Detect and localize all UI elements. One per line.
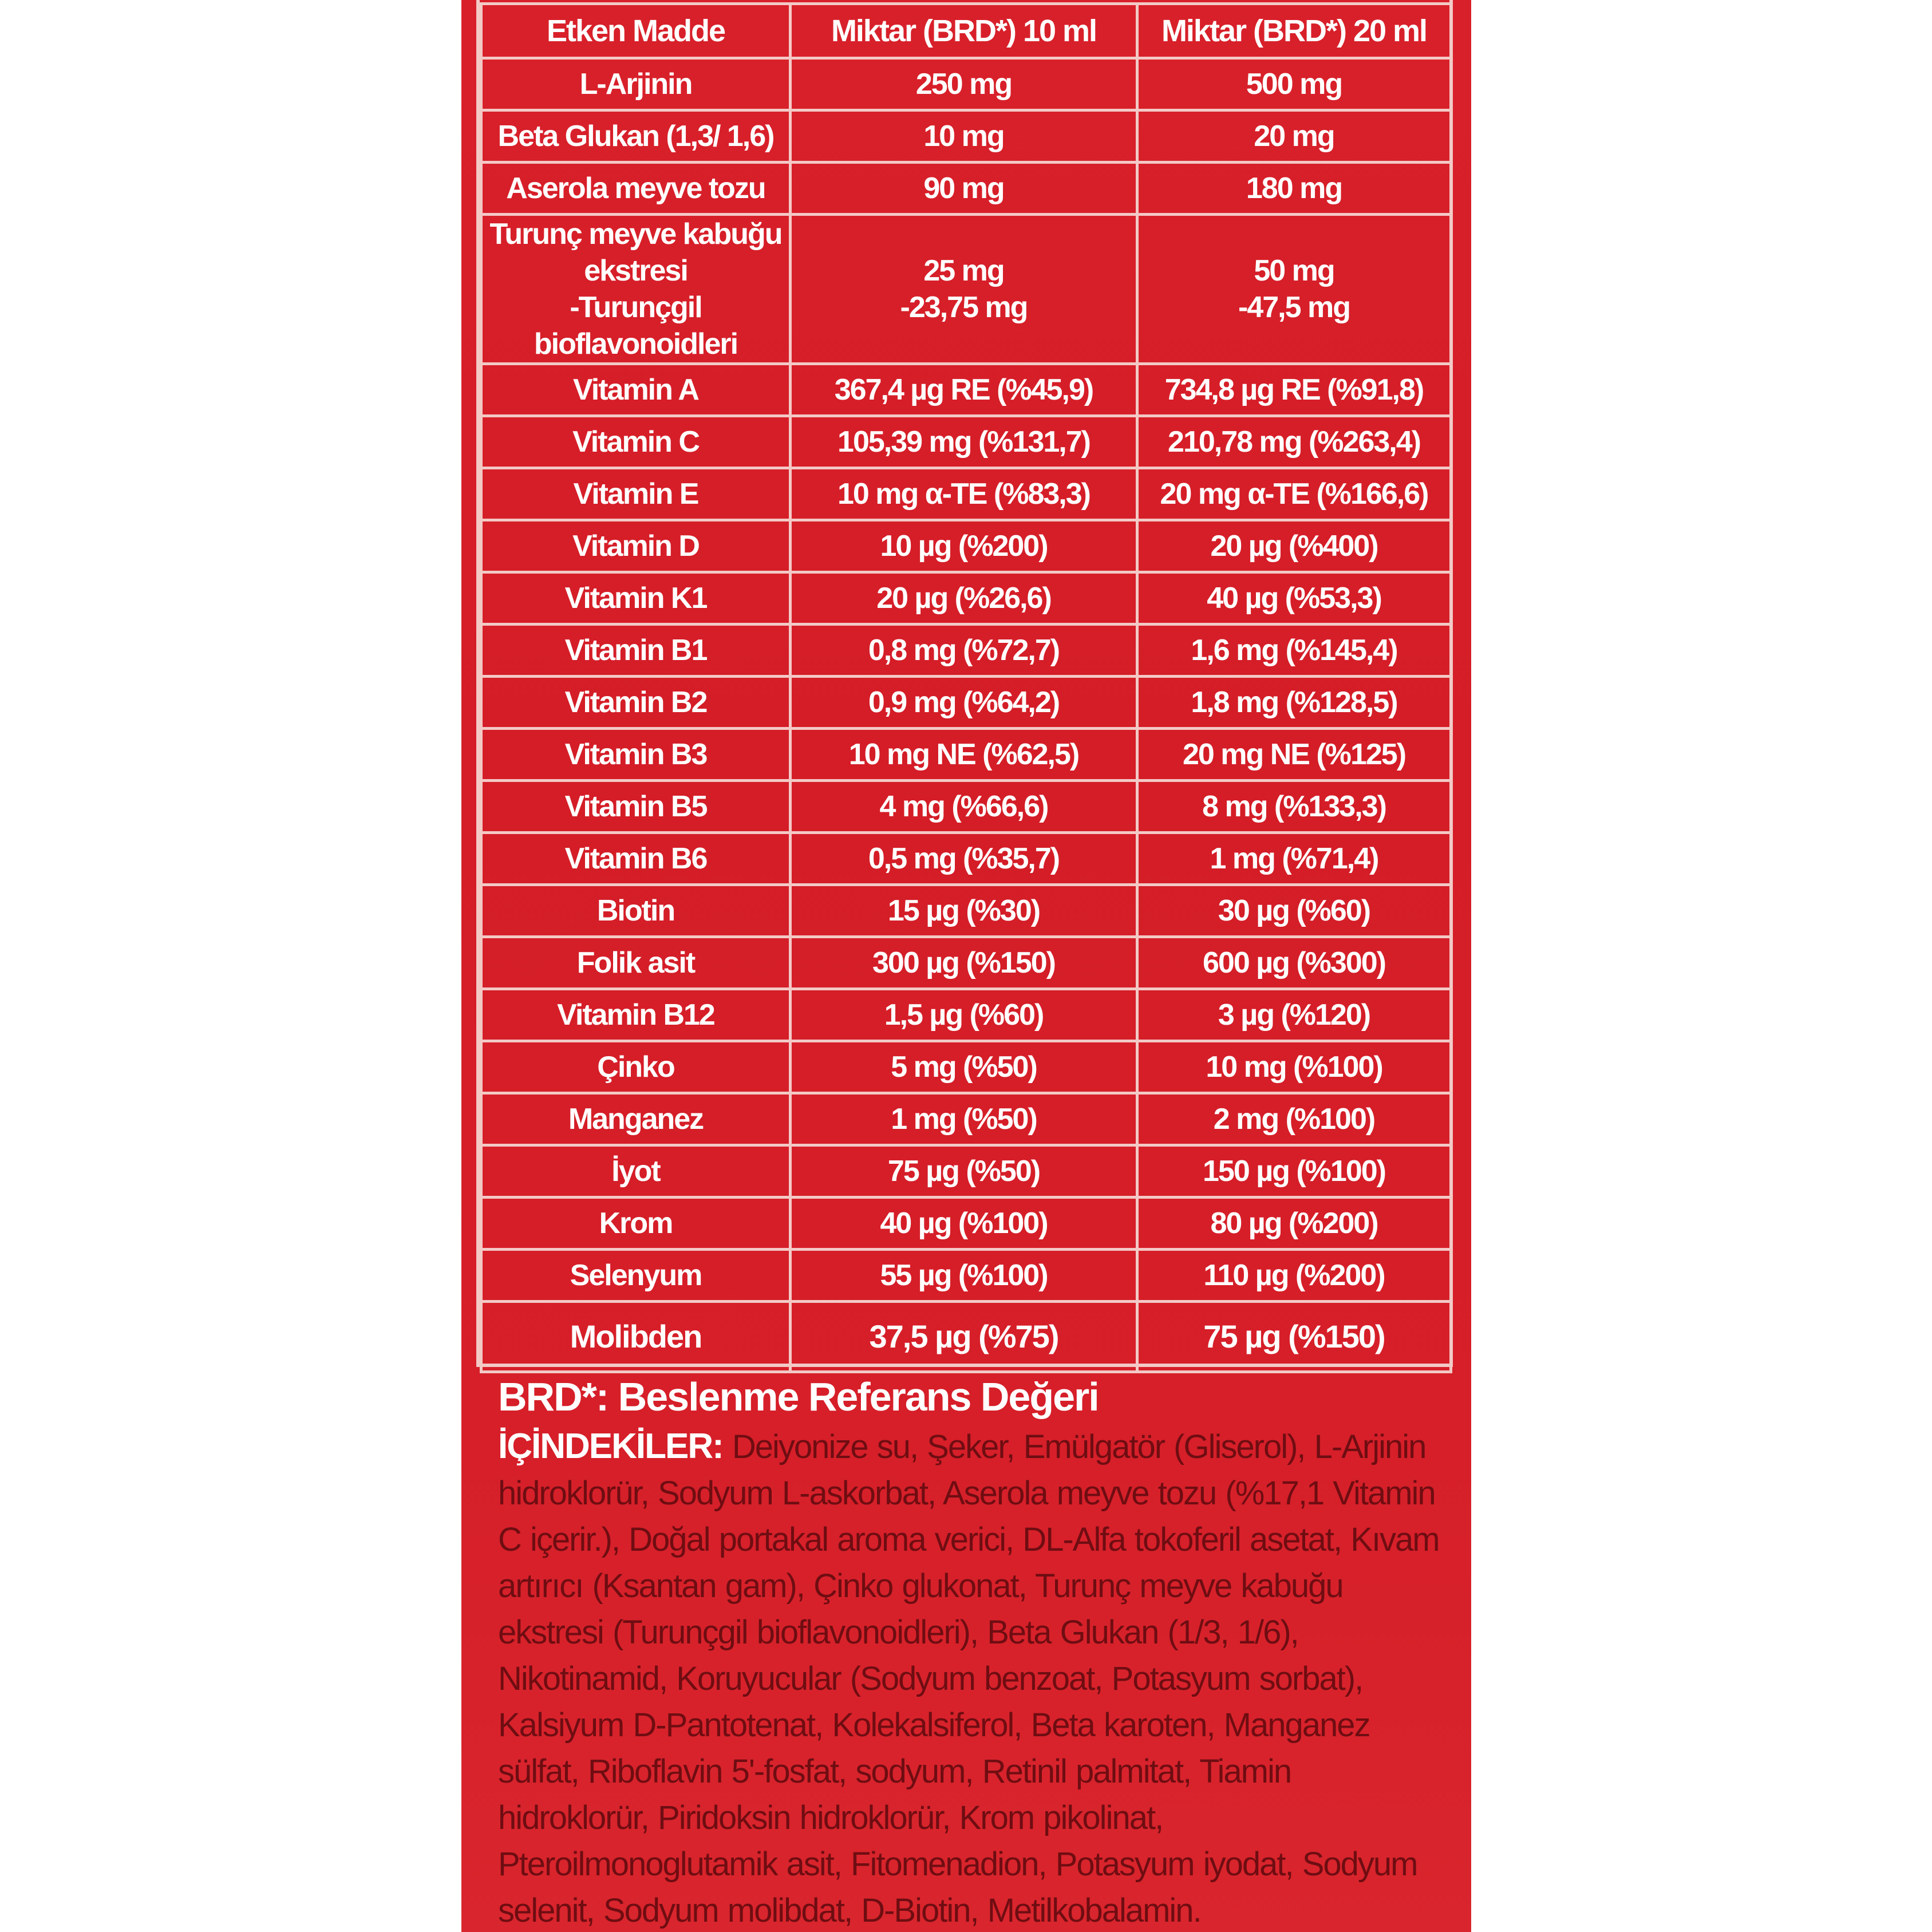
amount-10ml-cell bbox=[791, 1250, 1137, 1302]
amount-10ml-cell bbox=[791, 729, 1137, 781]
table-row bbox=[481, 520, 1451, 572]
table-row bbox=[481, 677, 1451, 729]
cell-text: 367,4 µg RE (%45,9) bbox=[834, 373, 1093, 406]
cell-text: 734,8 µg RE (%91,8) bbox=[1164, 373, 1424, 406]
ingredient-name-cell bbox=[481, 215, 791, 364]
cell-text: 50 mg bbox=[1254, 254, 1334, 287]
product-label-panel bbox=[461, 0, 1471, 1932]
brd-footnote-value: Beslenme Referans Değeri bbox=[608, 1374, 1099, 1419]
amount-10ml-cell bbox=[791, 58, 1137, 110]
label-footer bbox=[498, 1373, 1448, 1932]
cell-text: -23,75 mg bbox=[900, 291, 1028, 324]
amount-20ml-cell bbox=[1137, 885, 1451, 937]
cell-text: Beta Glukan (1,3/ 1,6) bbox=[497, 120, 774, 153]
ingredient-name-cell bbox=[481, 520, 791, 572]
table-row bbox=[481, 364, 1451, 416]
cell-text: 600 µg (%300) bbox=[1202, 946, 1385, 979]
amount-20ml-cell bbox=[1137, 729, 1451, 781]
cell-text: 500 mg bbox=[1246, 68, 1342, 101]
amount-20ml-cell bbox=[1137, 625, 1451, 677]
cell-text: Vitamin B1 bbox=[564, 634, 707, 667]
cell-text: Vitamin B5 bbox=[564, 790, 707, 823]
ingredient-name-cell bbox=[481, 677, 791, 729]
table-row bbox=[481, 1250, 1451, 1302]
brd-footnote-key: BRD*: bbox=[498, 1374, 609, 1419]
amount-10ml-cell bbox=[791, 468, 1137, 520]
amount-10ml-cell bbox=[791, 215, 1137, 364]
cell-text: 37,5 µg (%75) bbox=[869, 1318, 1058, 1354]
cell-text: 300 µg (%150) bbox=[872, 946, 1055, 979]
cell-text: 110 µg (%200) bbox=[1203, 1259, 1385, 1292]
amount-20ml-cell bbox=[1137, 58, 1451, 110]
amount-20ml-cell bbox=[1137, 781, 1451, 833]
amount-10ml-cell bbox=[791, 1145, 1137, 1198]
table-row bbox=[481, 781, 1451, 833]
amount-20ml-cell bbox=[1137, 677, 1451, 729]
amount-10ml-cell bbox=[791, 989, 1137, 1041]
ingredient-name-cell bbox=[481, 364, 791, 416]
amount-20ml-cell bbox=[1137, 520, 1451, 572]
cell-text: Vitamin B2 bbox=[564, 686, 707, 719]
amount-20ml-cell bbox=[1137, 833, 1451, 885]
table-row bbox=[481, 937, 1451, 989]
cell-text: Vitamin E bbox=[573, 477, 698, 511]
table-row bbox=[481, 833, 1451, 885]
amount-20ml-cell bbox=[1137, 572, 1451, 625]
amount-20ml-cell bbox=[1137, 989, 1451, 1041]
ingredient-name-cell bbox=[481, 468, 791, 520]
cell-text: 20 µg (%400) bbox=[1210, 530, 1378, 563]
amount-10ml-cell bbox=[791, 1093, 1137, 1145]
table-row bbox=[481, 1302, 1451, 1372]
amount-10ml-cell bbox=[791, 937, 1137, 989]
cell-text: -Turunçgil bioflavonoidleri bbox=[534, 291, 738, 361]
cell-text: 10 µg (%200) bbox=[880, 530, 1048, 563]
amount-20ml-cell bbox=[1137, 163, 1451, 215]
ingredient-name-cell bbox=[481, 1145, 791, 1198]
cell-text: Manganez bbox=[568, 1103, 704, 1136]
cell-text: 0,5 mg (%35,7) bbox=[868, 842, 1060, 875]
ingredient-name-cell bbox=[481, 110, 791, 163]
amount-10ml-cell bbox=[791, 625, 1137, 677]
cell-text: 80 µg (%200) bbox=[1210, 1207, 1378, 1240]
cell-text: Turunç meyve kabuğu ekstresi bbox=[489, 218, 782, 287]
table-row bbox=[481, 885, 1451, 937]
amount-10ml-cell bbox=[791, 885, 1137, 937]
ingredient-name-cell bbox=[481, 1093, 791, 1145]
ingredients-paragraph bbox=[498, 1423, 1448, 1932]
cell-text: 210,78 mg (%263,4) bbox=[1168, 425, 1420, 459]
cell-text: 20 µg (%26,6) bbox=[876, 582, 1051, 615]
cell-text: Vitamin K1 bbox=[564, 582, 707, 615]
cell-text: 1,6 mg (%145,4) bbox=[1191, 634, 1397, 667]
ingredient-name-cell bbox=[481, 729, 791, 781]
cell-text: 4 mg (%66,6) bbox=[879, 790, 1048, 823]
cell-text: L-Arjinin bbox=[579, 68, 692, 101]
cell-text: Molibden bbox=[570, 1318, 702, 1354]
amount-10ml-cell bbox=[791, 781, 1137, 833]
table-header-row bbox=[481, 4, 1451, 58]
amount-20ml-cell bbox=[1137, 1041, 1451, 1093]
cell-text: 105,39 mg (%131,7) bbox=[837, 425, 1090, 459]
cell-text: 55 µg (%100) bbox=[880, 1259, 1048, 1292]
cell-text: Vitamin B12 bbox=[557, 998, 714, 1032]
amount-20ml-cell bbox=[1137, 1250, 1451, 1302]
cell-text: 1 mg (%71,4) bbox=[1210, 842, 1378, 875]
cell-text: Selenyum bbox=[570, 1259, 702, 1292]
amount-20ml-cell bbox=[1137, 937, 1451, 989]
cell-text: 10 mg (%100) bbox=[1206, 1050, 1382, 1084]
cell-text: Biotin bbox=[596, 894, 675, 927]
cell-text: 150 µg (%100) bbox=[1202, 1155, 1385, 1188]
table-row bbox=[481, 416, 1451, 468]
amount-20ml-cell bbox=[1137, 468, 1451, 520]
amount-20ml-cell bbox=[1137, 1198, 1451, 1250]
cell-text: İyot bbox=[611, 1155, 660, 1188]
cell-text: 0,8 mg (%72,7) bbox=[868, 634, 1060, 667]
amount-20ml-cell bbox=[1137, 215, 1451, 364]
table-row bbox=[481, 1093, 1451, 1145]
cell-text: 15 µg (%30) bbox=[887, 894, 1040, 927]
ingredient-name-cell bbox=[481, 625, 791, 677]
amount-20ml-cell bbox=[1137, 1302, 1451, 1372]
ingredients-label: İÇİNDEKİLER: bbox=[498, 1427, 723, 1466]
amount-10ml-cell bbox=[791, 416, 1137, 468]
cell-text: 10 mg bbox=[923, 120, 1004, 153]
table-row bbox=[481, 1145, 1451, 1198]
amount-20ml-cell bbox=[1137, 1145, 1451, 1198]
cell-text: Krom bbox=[599, 1207, 673, 1240]
amount-10ml-cell bbox=[791, 677, 1137, 729]
amount-20ml-cell bbox=[1137, 416, 1451, 468]
cell-text: 1 mg (%50) bbox=[891, 1103, 1037, 1136]
amount-10ml-cell bbox=[791, 163, 1137, 215]
cell-text: 20 mg NE (%125) bbox=[1182, 738, 1406, 771]
cell-text: Vitamin D bbox=[572, 530, 699, 563]
table-row bbox=[481, 110, 1451, 163]
cell-text: 75 µg (%150) bbox=[1203, 1318, 1385, 1354]
table-row bbox=[481, 1041, 1451, 1093]
cell-text: 40 µg (%53,3) bbox=[1207, 582, 1381, 615]
ingredient-name-cell bbox=[481, 58, 791, 110]
cell-text: 90 mg bbox=[923, 172, 1004, 205]
ingredient-name-cell bbox=[481, 937, 791, 989]
amount-10ml-cell bbox=[791, 520, 1137, 572]
amount-10ml-cell bbox=[791, 1041, 1137, 1093]
cell-text: 20 mg α-TE (%166,6) bbox=[1160, 477, 1428, 511]
cell-text: 10 mg α-TE (%83,3) bbox=[837, 477, 1090, 511]
table-row bbox=[481, 1198, 1451, 1250]
cell-text: 180 mg bbox=[1246, 172, 1342, 205]
cell-text: 20 mg bbox=[1254, 120, 1334, 153]
ingredient-name-cell bbox=[481, 1198, 791, 1250]
cell-text: 10 mg NE (%62,5) bbox=[848, 738, 1079, 771]
table-row bbox=[481, 58, 1451, 110]
header-amount-20ml: Miktar (BRD*) 20 ml bbox=[1137, 4, 1451, 58]
amount-20ml-cell bbox=[1137, 364, 1451, 416]
amount-20ml-cell bbox=[1137, 1093, 1451, 1145]
table-row bbox=[481, 163, 1451, 215]
cell-text: Folik asit bbox=[576, 946, 695, 979]
cell-text: 0,9 mg (%64,2) bbox=[868, 686, 1060, 719]
table-row bbox=[481, 989, 1451, 1041]
cell-text: 250 mg bbox=[915, 68, 1012, 101]
cell-text: Vitamin B3 bbox=[564, 738, 707, 771]
amount-10ml-cell bbox=[791, 364, 1137, 416]
cell-text: 1,5 µg (%60) bbox=[884, 998, 1044, 1032]
header-amount-10ml: Miktar (BRD*) 10 ml bbox=[791, 4, 1137, 58]
ingredient-name-cell bbox=[481, 781, 791, 833]
brd-footnote bbox=[498, 1373, 1448, 1421]
table-row bbox=[481, 468, 1451, 520]
cell-text: Vitamin A bbox=[573, 373, 698, 406]
ingredient-name-cell bbox=[481, 572, 791, 625]
ingredient-name-cell bbox=[481, 1041, 791, 1093]
cell-text: 5 mg (%50) bbox=[891, 1050, 1037, 1084]
ingredient-name-cell bbox=[481, 163, 791, 215]
cell-text: 30 µg (%60) bbox=[1218, 894, 1370, 927]
amount-10ml-cell bbox=[791, 572, 1137, 625]
ingredient-name-cell bbox=[481, 416, 791, 468]
cell-text: Çinko bbox=[597, 1050, 674, 1084]
nutrient-table bbox=[480, 2, 1452, 1373]
cell-text: Aserola meyve tozu bbox=[506, 172, 765, 205]
amount-10ml-cell bbox=[791, 110, 1137, 163]
table-row bbox=[481, 729, 1451, 781]
amount-10ml-cell bbox=[791, 1198, 1137, 1250]
amount-10ml-cell bbox=[791, 1302, 1137, 1372]
ingredients-text: Deiyonize su, Şeker, Emülgatör (Gliserol), L-Arjinin hidroklorür, Sodyum L-askorbat, Aserola meyve tozu (%17,1 Vitamin C içerir.), Doğal portakal aroma verici, DL-Alfa tokoferil asetat, Kıvam artırıcı (Ksantan gam), Çinko glukonat, Turunç meyve kabuğu ekstresi (Turunçgil bioflavonoidleri), Beta Glukan (1/3, 1/6), Nikotinamid, Koruyucular (Sodyum benzoat, Potasyum sorbat), Kalsiyum D-Pantotenat, Kolekalsiferol, Beta karoten, Manganez sülfat, Riboflavin 5'-fosfat, sodyum, Retinil palmitat, Tiamin hidroklorür, Piridoksin hidroklorür, Krom pikolinat, Pteroilmonoglutamik asit, Fitomenadion, Potasyum iyodat, Sodyum selenit, Sodyum molibdat, D-Biotin, Metilkobalamin. bbox=[498, 1428, 1439, 1929]
ingredient-name-cell bbox=[481, 833, 791, 885]
cell-text: 25 mg bbox=[923, 254, 1004, 287]
ingredient-name-cell bbox=[481, 1250, 791, 1302]
cell-text: 3 µg (%120) bbox=[1218, 998, 1370, 1032]
cell-text: 40 µg (%100) bbox=[880, 1207, 1048, 1240]
amount-20ml-cell bbox=[1137, 110, 1451, 163]
table-row bbox=[481, 215, 1451, 364]
cell-text: 2 mg (%100) bbox=[1213, 1103, 1375, 1136]
ingredient-name-cell bbox=[481, 989, 791, 1041]
cell-text: -47,5 mg bbox=[1238, 291, 1350, 324]
cell-text: 75 µg (%50) bbox=[887, 1155, 1040, 1188]
cell-text: Vitamin C bbox=[572, 425, 699, 459]
table-row bbox=[481, 625, 1451, 677]
cell-text: 8 mg (%133,3) bbox=[1202, 790, 1386, 823]
cell-text: 1,8 mg (%128,5) bbox=[1191, 686, 1397, 719]
cell-text: Vitamin B6 bbox=[564, 842, 707, 875]
header-active-ingredient: Etken Madde bbox=[481, 4, 791, 58]
ingredient-name-cell bbox=[481, 885, 791, 937]
ingredient-name-cell bbox=[481, 1302, 791, 1372]
amount-10ml-cell bbox=[791, 833, 1137, 885]
table-row bbox=[481, 572, 1451, 625]
